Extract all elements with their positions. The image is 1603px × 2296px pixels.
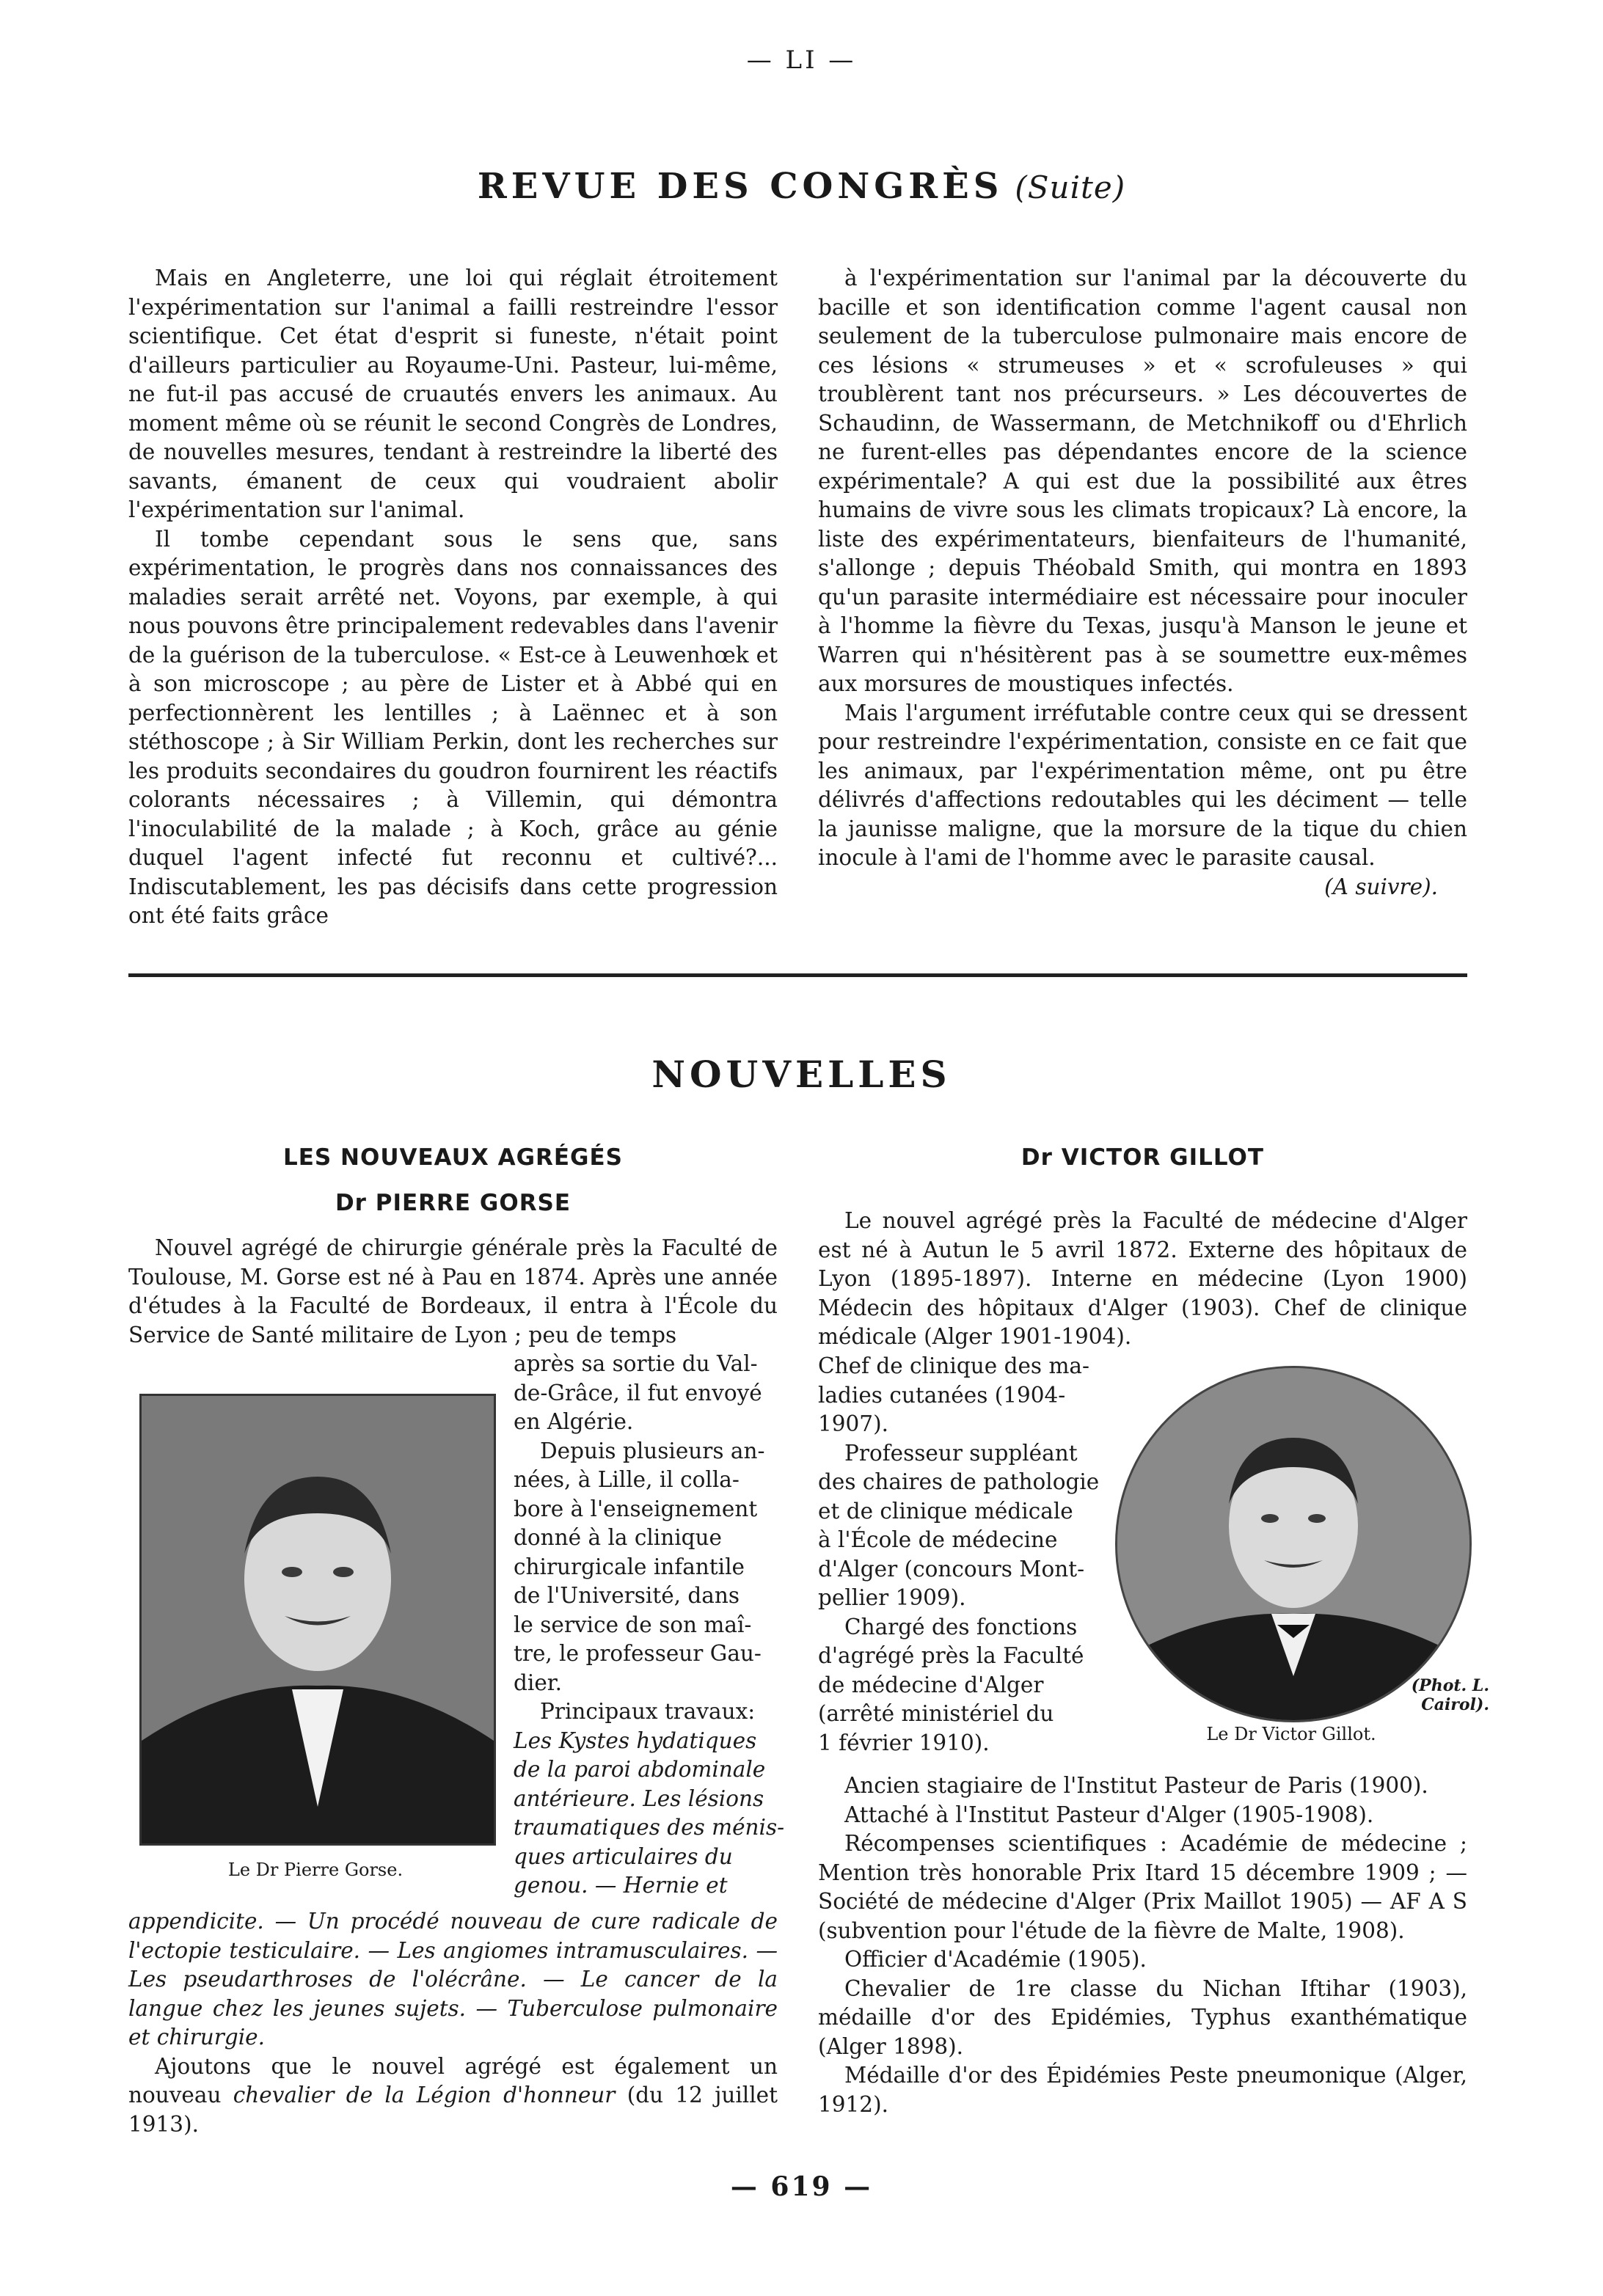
travaux-line: genou. — Hernie et [514, 1873, 728, 1898]
gorse-line: en Algérie. [514, 1409, 634, 1434]
travaux-line: de la paroi abdominale [514, 1757, 766, 1782]
final-pre: Ajoutons que le nouvel agrégé est également un nouveau [128, 2053, 778, 2107]
agreges-heading: LES NOUVEAUX AGRÉGÉS [282, 1144, 624, 1171]
running-head: — LI — [746, 45, 857, 75]
gillot-line: 1 février 1910). [818, 1730, 990, 1755]
portrait-gorse-image [142, 1396, 494, 1843]
gorse-line: bore à l'enseignement [514, 1496, 758, 1521]
gillot-paragraph: Attaché à l'Institut Pasteur d'Alger (1905-1908). [844, 1802, 1374, 1827]
gorse-travaux-rest [128, 1907, 778, 2139]
gillot-heading: Dr VICTOR GILLOT [1020, 1144, 1265, 1171]
revue-suite: (Suite) [1015, 169, 1126, 205]
final-italic: chevalier de la Légion d'honneur [233, 2083, 616, 2107]
gillot-rest [818, 1772, 1467, 2119]
gillot-line: 1907). [818, 1411, 888, 1436]
gorse-line: de l'Université, dans [514, 1583, 740, 1608]
gillot-line: de médecine d'Alger [818, 1672, 1044, 1697]
revue-right-paragraph: Mais l'argument irréfutable contre ceux qui se dressent pour restreindre l'expérimentation, consiste en ce fait que les animaux, par l'expérimentation même, ont pu être délivrés d'affections redoutables qui les déciment — telle la jaunisse maligne, que la morsure de la tique du chien inocule à l'ami de l'homme avec le parasite causal. [818, 700, 1467, 870]
gorse-final-paragraph [128, 2052, 778, 2140]
gillot-line: d'agrégé près la Faculté [818, 1643, 1084, 1668]
gillot-paragraph: Chevalier de 1re classe du Nichan Iftihar (1903), médaille d'or des Epidémies, Typhus exanthématique (Alger 1898). [818, 1975, 1467, 2059]
gillot-photo-caption: Le Dr Victor Gillot. [1206, 1724, 1376, 1744]
revue-left-column [128, 264, 778, 931]
gillot-line: des chaires de pathologie [818, 1469, 1100, 1494]
gillot-line: (arrêté ministériel du [818, 1701, 1054, 1726]
gorse-line: tre, le professeur Gau- [514, 1641, 762, 1666]
section-divider [128, 973, 1467, 977]
travaux-line: ques articulaires du [514, 1843, 733, 1869]
gillot-intro-text: Le nouvel agrégé près la Faculté de médecine d'Alger est né à Autun le 5 avril 1872. Externe des hôpitaux de Lyon (1895-1897). Interne en médecine (Lyon 1900) Médecin des hôpitaux d'Alger (1903). Chef de clinique médicale (Alger 1901-1904). [818, 1208, 1467, 1349]
travaux-line: Les Kystes hydatiques [514, 1728, 757, 1753]
gillot-line: et de clinique médicale [818, 1498, 1073, 1524]
gillot-paragraph: Médaille d'or des Épidémies Peste pneumonique (Alger, 1912). [818, 2063, 1467, 2117]
gorse-line: dier. [514, 1670, 563, 1695]
gorse-line: Depuis plusieurs an- [540, 1438, 765, 1463]
revue-right-column [818, 264, 1467, 902]
gillot-photo [1115, 1366, 1472, 1722]
gillot-line: à l'École de médecine [818, 1527, 1058, 1552]
revue-right-paragraph: à l'expérimentation sur l'animal par la découverte du bacille et son identification comme l'agent causal non seulement de la tuberculose pulmonaire mais encore de ces lésions « strumeuses » et « scrofuleuses » qui troublèrent tant nos précurseurs. » Les découvertes de Schaudinn, de Wassermann, de Metchnikoff ou d'Ehrlich ne furent-elles pas dépendantes encore de la science expérimentale? A qui est due la possibilité aux êtres humains de vivre sous les climats tropicaux? Là encore, la liste des expérimentateurs, bienfaiteurs de l'humanité, s'allonge ; depuis Théobald Smith, qui montra en 1893 qu'un parasite intermédiaire est nécessaire pour inoculer à l'homme la fièvre du Texas, jusqu'à Manson le jeune et Warren qui n'hésitèrent pas à se soumettre eux-mêmes aux morsures de moustiques infectés. [818, 266, 1467, 696]
gillot-beside-photo [818, 1352, 1111, 1758]
gillot-line: ladies cutanées (1904- [818, 1382, 1066, 1408]
gillot-line: Professeur suppléant [844, 1440, 1078, 1466]
travaux-line: antérieure. Les lésions [514, 1785, 764, 1811]
gorse-line: le service de son maî- [514, 1612, 752, 1637]
gillot-line: Chargé des fonctions [844, 1614, 1078, 1639]
gillot-line: Chef de clinique des ma- [818, 1353, 1089, 1378]
gorse-photo-caption: Le Dr Pierre Gorse. [227, 1860, 404, 1880]
gillot-paragraph: Officier d'Académie (1905). [844, 1947, 1147, 1972]
gillot-photo-credit: (Phot. L. Cairol). [1411, 1676, 1489, 1714]
revue-title: REVUE DES CONGRÈS [477, 166, 1004, 207]
final-post: (du 12 juillet 1913). [128, 2083, 778, 2137]
travaux-line: traumatiques des ménis- [514, 1815, 785, 1840]
section-title-nouvelles: NOUVELLES [651, 1053, 952, 1096]
gorse-line: après sa sortie du Val- [514, 1351, 758, 1376]
gorse-line: nées, à Lille, il colla- [514, 1467, 740, 1492]
revue-left-paragraph: Mais en Angleterre, une loi qui réglait étroitement l'expérimentation sur l'animal a failli restreindre l'essor scientifique. Cet état d'esprit si funeste, n'était point d'ailleurs particulier au Royaume-Uni. Pasteur, lui-même, ne fut-il pas accusé de cruautés envers les animaux. Au moment même où se réunit le second Congrès de Londres, de nouvelles mesures, tendant à restreindre la liberté des savants, émanent de ceux qui voudraient abolir l'expérimentation sur l'animal. [128, 266, 778, 522]
portrait-gillot-image [1117, 1368, 1469, 1720]
gorse-line: donné à la clinique [514, 1525, 723, 1550]
travaux-rest-text: appendicite. — Un procédé nouveau de cure radicale de l'ectopie testiculaire. — Les angiomes intramusculaires. — Les pseudarthroses de l'olécrâne. — Le cancer de la langue chez les jeunes sujets. — Tuberculose pulmonaire et chirurgie. [128, 1909, 778, 2050]
gorse-line: chirurgicale infantile [514, 1554, 745, 1579]
travaux-label: Principaux travaux: [540, 1699, 756, 1724]
gorse-line: de-Grâce, il fut envoyé [514, 1380, 762, 1405]
gorse-photo [139, 1394, 496, 1846]
gillot-intro [818, 1207, 1467, 1352]
a-suivre: (A suivre). [1324, 874, 1438, 899]
gorse-intro [128, 1234, 778, 1350]
gorse-intro-text: Nouvel agrégé de chirurgie générale près la Faculté de Toulouse, M. Gorse est né à Pau en 1874. Après une année d'études à la Faculté de Bordeaux, il entra à l'École du Service de Santé militaire de Lyon ; peu de temps [128, 1235, 778, 1348]
gillot-line: d'Alger (concours Mont- [818, 1556, 1085, 1582]
gillot-paragraph: Récompenses scientifiques : Académie de médecine ; Mention très honorable Prix Itard 15 décembre 1909 ; — Société de médecine d'Alger (Prix Maillot 1905) — AF A S (subvention pour l'étude de la fièvre de Malte, 1908). [818, 1831, 1467, 1943]
gorse-heading: Dr PIERRE GORSE [335, 1190, 572, 1216]
gillot-paragraph: Ancien stagiaire de l'Institut Pasteur de Paris (1900). [844, 1773, 1428, 1798]
gillot-line: pellier 1909). [818, 1585, 966, 1610]
section-title-revue [0, 166, 1603, 207]
page-number: — 619 — [730, 2171, 873, 2202]
revue-left-paragraph: Il tombe cependant sous le sens que, sans expérimentation, le progrès dans nos connaissances des maladies serait arrêté net. Voyons, par exemple, à qui nous pouvons être principalement redevables dans l'avenir de la guérison de la tuberculose. « Est-ce à Leuwenhœk et à son microscope ; au père de Lister et à Abbé qui en perfectionnèrent les lentilles ; à Laënnec et à son stéthoscope ; à Sir William Perkin, dont les recherches sur les produits secondaires du goudron fournirent les réactifs colorants nécessaires ; à Villemin, qui démontra l'inoculabilité de la malade ; à Koch, grâce au génie duquel l'agent infecté fut reconnu et cultivé?... Indiscutablement, les pas décisifs dans cette progression ont été faits grâce [128, 526, 778, 928]
gorse-beside-photo [514, 1350, 785, 1901]
